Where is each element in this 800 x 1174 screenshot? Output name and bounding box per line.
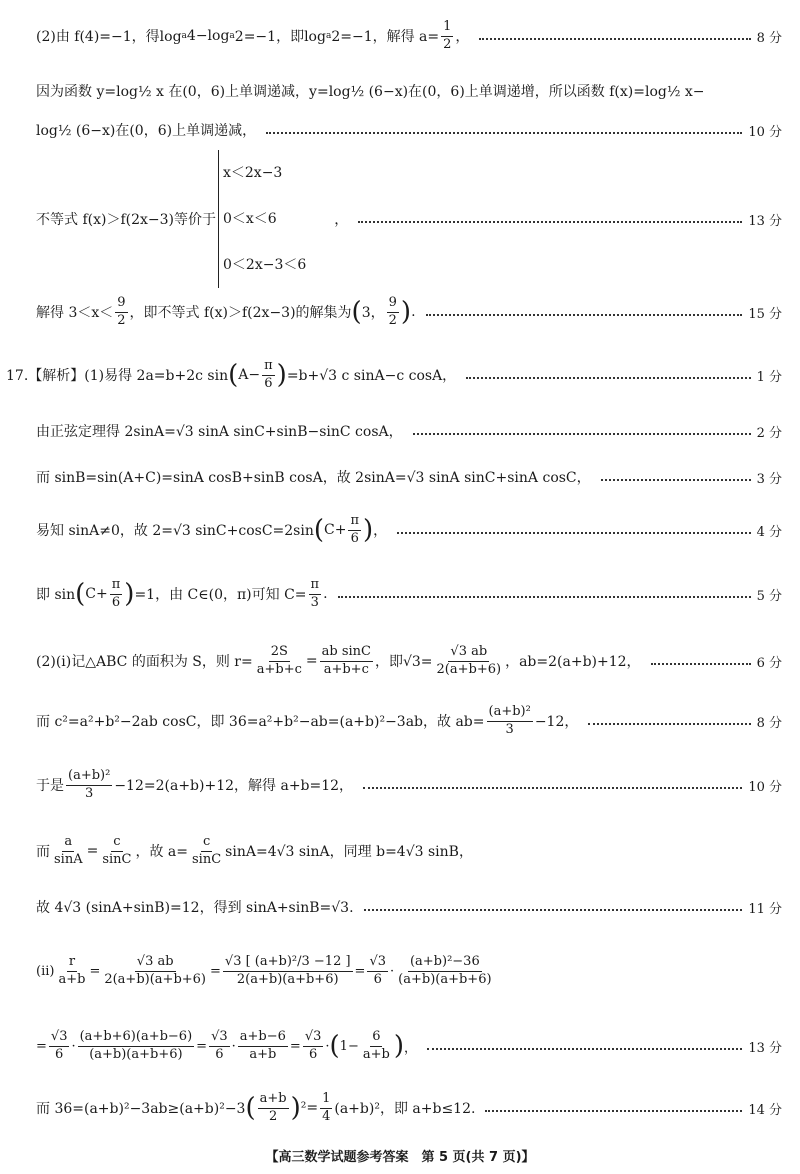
text: =: [354, 963, 366, 979]
subscript: a: [181, 31, 187, 41]
denominator: 6: [308, 1046, 318, 1062]
text: (a+b)²，即 a+b≤12.: [334, 1101, 476, 1117]
numerator: a+b−6: [238, 1030, 288, 1047]
solution-line: [36, 510, 782, 550]
score-label: 10 分: [748, 124, 782, 140]
text: 由正弦定理得 2sinA=√3 sinA sinC+sinB−sinC cosA，: [36, 424, 403, 440]
fraction: [66, 769, 112, 802]
solution-line: [36, 574, 782, 614]
leader-dots: [266, 132, 742, 134]
text: log½ (6−x)在(0，6)上单调递减，: [36, 123, 257, 139]
solution-line: [36, 945, 782, 997]
denominator: 3: [505, 721, 514, 737]
text: (ii): [36, 963, 55, 979]
denominator: 4: [322, 1108, 331, 1124]
score-label: 3 分: [756, 471, 782, 487]
numerator: π: [309, 578, 322, 595]
text: =: [36, 1038, 47, 1054]
numerator: √3: [49, 1030, 70, 1047]
numerator: π: [110, 578, 123, 595]
numerator: (a+b)²−36: [408, 955, 482, 972]
fraction: [102, 955, 208, 988]
numerator: a: [62, 835, 74, 852]
right-paren: ): [276, 360, 287, 390]
score-label: 2 分: [756, 425, 782, 441]
numerator: 1: [441, 20, 453, 37]
leader-dots: [397, 532, 750, 534]
text: ，: [373, 523, 388, 539]
score-label: 10 分: [748, 779, 782, 795]
score-label: 5 分: [756, 588, 782, 604]
numerator: c: [201, 835, 212, 852]
text: −12=2(a+b)+12，解得 a+b=12，: [114, 778, 354, 794]
denominator: 2: [117, 312, 126, 328]
denominator: a+b: [58, 971, 86, 987]
numerator: (a+b+6)(a+b−6): [78, 1030, 195, 1047]
fraction: [303, 1030, 324, 1063]
text: =: [89, 963, 101, 979]
fraction: [110, 578, 123, 611]
text: =: [210, 963, 221, 979]
fraction: [78, 1030, 195, 1063]
denominator: sinA: [54, 851, 83, 867]
solution-line: [36, 640, 782, 682]
subscript: a: [229, 31, 235, 41]
leader-dots: [413, 433, 751, 435]
numerator: 9: [115, 296, 127, 313]
left-paren: (: [329, 1031, 340, 1061]
left-paren: (: [351, 297, 362, 327]
text: ，即√3=: [374, 654, 433, 670]
score-label: 8 分: [756, 30, 782, 46]
text: 易知 sinA≠0，故 2=√3 sinC+cosC=2sin: [36, 523, 314, 539]
denominator: 3: [310, 594, 319, 610]
fraction: [49, 1030, 70, 1063]
denominator: 3: [85, 785, 94, 801]
numerator: √3: [209, 1030, 230, 1047]
text: 而 sinB=sin(A+C)=sinA cosB+sinB cosA，故 2sinA=√3 sinA sinC+sinA cosC，: [36, 470, 591, 486]
denominator: a+b+c: [256, 661, 302, 677]
leader-dots: [426, 314, 743, 316]
text: ，故 a=: [135, 844, 189, 860]
text: 故 4√3 (sinA+sinB)=12，得到 sinA+sinB=√3.: [36, 900, 354, 916]
text: ·: [325, 1038, 330, 1054]
leader-dots: [363, 787, 742, 789]
fraction: [100, 835, 133, 868]
left-paren: (: [313, 515, 325, 545]
right-paren: ): [400, 297, 412, 327]
text: ，即不等式 f(x)＞f(2x−3)的解集为: [129, 305, 352, 321]
text: ·: [71, 1038, 76, 1054]
text: =: [86, 843, 99, 859]
fraction: [348, 514, 361, 547]
fraction: [320, 1092, 332, 1125]
left-paren: (: [245, 1093, 256, 1123]
left-paren: (: [75, 579, 86, 609]
leader-dots: [466, 377, 750, 379]
fraction: [223, 955, 353, 988]
denominator: (a+b)(a+b+6): [398, 971, 492, 987]
fraction: [115, 296, 127, 329]
right-paren: ): [393, 1031, 404, 1061]
score-label: 11 分: [748, 901, 782, 917]
solution-line: [36, 1086, 782, 1130]
score-label: 15 分: [748, 306, 782, 322]
system-row: x＜2x−3: [223, 165, 283, 181]
fraction: [255, 645, 304, 678]
text: =: [196, 1038, 208, 1054]
right-paren: ): [290, 1093, 301, 1123]
text: 而 36=(a+b)²−3ab≥(a+b)²−3: [36, 1101, 246, 1117]
solution-line: [36, 18, 782, 54]
fraction: [367, 955, 388, 988]
denominator: 2(a+b)(a+b+6): [236, 971, 339, 987]
text: =b+√3 c sinA−c cosA，: [286, 368, 457, 384]
denominator: (a+b)(a+b+6): [89, 1046, 183, 1062]
denominator: 2(a+b)(a+b+6): [104, 971, 206, 987]
text: ²=: [300, 1100, 319, 1116]
denominator: 2: [268, 1108, 278, 1124]
numerator: 9: [387, 296, 399, 313]
text: 不等式 f(x)＞f(2x−3)等价于: [36, 212, 216, 228]
fraction: [396, 955, 493, 988]
numerator: a+b: [258, 1092, 289, 1109]
leader-dots: [427, 1048, 742, 1050]
text: ，: [334, 212, 349, 228]
text: sinA=4√3 sinA，同理 b=4√3 sinB，: [225, 844, 473, 860]
solution-line: [36, 830, 782, 872]
numerator: √3: [303, 1030, 324, 1047]
fraction: [190, 835, 223, 868]
numerator: r: [67, 955, 77, 972]
score-label: 1 分: [756, 369, 782, 385]
text: −12，: [534, 714, 579, 730]
leader-dots: [651, 663, 751, 665]
numerator: c: [111, 835, 122, 852]
denominator: 2: [388, 312, 397, 328]
text: 3，: [361, 305, 385, 321]
score-label: 6 分: [756, 655, 782, 671]
text: ·: [390, 963, 395, 979]
solution-line: [36, 700, 782, 742]
leader-dots: [485, 1110, 742, 1112]
text: 即 sin: [36, 587, 76, 603]
text: C+: [85, 586, 108, 602]
numerator: 2S: [269, 645, 290, 662]
subscript: a: [325, 31, 332, 41]
fraction: [238, 1030, 288, 1063]
text: ，ab=2(a+b)+12，: [505, 654, 641, 670]
leader-dots: [479, 38, 750, 40]
system-row: 0＜2x−3＜6: [223, 257, 307, 273]
numerator: √3 ab: [448, 645, 489, 662]
fraction: [258, 1092, 289, 1125]
score-label: 14 分: [748, 1102, 782, 1118]
text: (2)由 f(4)=−1，得log: [36, 29, 182, 45]
system-row: 0＜x＜6: [223, 211, 277, 227]
right-paren: ): [363, 515, 374, 545]
text: 4−log: [186, 28, 230, 44]
numerator: (a+b)²: [66, 769, 112, 786]
text: C+: [324, 522, 347, 538]
solution-line: [36, 76, 782, 106]
text: A−: [238, 367, 261, 383]
page-footer: 【高三数学试题参考答案 第 5 页(共 7 页)】: [265, 1150, 535, 1165]
text: 因为函数 y=log½ x 在(0，6)上单调递减，y=log½ (6−x)在(0，6)上单调递增，所以函数 f(x)=log½ x−: [36, 84, 705, 100]
numerator: √3 [ (a+b)²/3 −12 ]: [223, 955, 353, 972]
denominator: a+b: [362, 1046, 390, 1062]
numerator: π: [262, 359, 275, 376]
numerator: √3: [367, 955, 388, 972]
text: 解得 3＜x＜: [36, 305, 114, 321]
text: ，: [403, 1040, 417, 1056]
score-label: 13 分: [748, 213, 782, 229]
leader-dots: [358, 221, 742, 223]
text: .: [323, 586, 328, 602]
solution-line: [36, 462, 782, 492]
denominator: sinC: [192, 851, 222, 867]
left-paren: (: [228, 360, 239, 390]
fraction: [441, 20, 453, 53]
numerator: ab sinC: [320, 645, 373, 662]
inequality-system: [218, 150, 306, 288]
text: 而: [36, 844, 50, 860]
denominator: 6: [55, 1046, 64, 1062]
solution-line: [36, 764, 782, 806]
denominator: 2(a+b+6): [436, 661, 502, 677]
fraction: [52, 835, 85, 868]
text: 2=−1，即log: [234, 29, 326, 45]
solution-line: [36, 292, 782, 332]
denominator: 6: [350, 530, 359, 546]
denominator: 6: [264, 375, 273, 391]
text: ，: [455, 29, 470, 45]
solution-line: [36, 892, 782, 922]
fraction: [435, 645, 504, 678]
text: =: [289, 1038, 301, 1054]
text: 17.【解析】(1)易得 2a=b+2c sin: [6, 368, 229, 384]
denominator: 6: [373, 971, 382, 987]
denominator: a+b: [249, 1046, 277, 1062]
denominator: 2: [443, 36, 452, 52]
fraction: [487, 705, 533, 738]
fraction: [209, 1030, 230, 1063]
solution-line: [36, 115, 782, 145]
denominator: a+b+c: [323, 661, 369, 677]
text: 2=−1，解得 a=: [331, 29, 440, 45]
text: =1，由 C∈(0，π)可知 C=: [134, 587, 307, 603]
denominator: 6: [111, 594, 121, 610]
leader-dots: [588, 723, 750, 725]
text: ·: [231, 1038, 236, 1054]
denominator: sinC: [102, 851, 132, 867]
leader-dots: [338, 596, 751, 598]
text: 而 c²=a²+b²−2ab cosC，即 36=a²+b²−ab=(a+b)²−3ab，故 ab=: [36, 714, 485, 730]
text: .: [411, 304, 416, 320]
fraction: [387, 296, 399, 329]
solution-line: [36, 416, 782, 446]
fraction: [320, 645, 373, 678]
fraction: [262, 359, 275, 392]
fraction: [361, 1030, 392, 1063]
numerator: π: [348, 514, 361, 531]
text: 1−: [339, 1038, 359, 1054]
numerator: (a+b)²: [487, 705, 533, 722]
leader-dots: [364, 909, 743, 911]
fraction: [56, 955, 87, 988]
score-label: 4 分: [756, 524, 782, 540]
solution-line: [36, 1024, 782, 1068]
text: 于是: [36, 778, 64, 794]
fraction: [309, 578, 322, 611]
denominator: 6: [215, 1046, 224, 1062]
numerator: 1: [320, 1092, 332, 1109]
right-paren: ): [124, 579, 135, 609]
solution-line: [6, 355, 782, 395]
numerator: 6: [370, 1030, 382, 1047]
text: =: [305, 653, 318, 669]
solution-line: [36, 154, 782, 284]
score-label: 13 分: [748, 1040, 782, 1056]
leader-dots: [601, 479, 751, 481]
text: (2)(i)记△ABC 的面积为 S，则 r=: [36, 654, 253, 670]
numerator: √3 ab: [135, 955, 176, 972]
score-label: 8 分: [756, 715, 782, 731]
